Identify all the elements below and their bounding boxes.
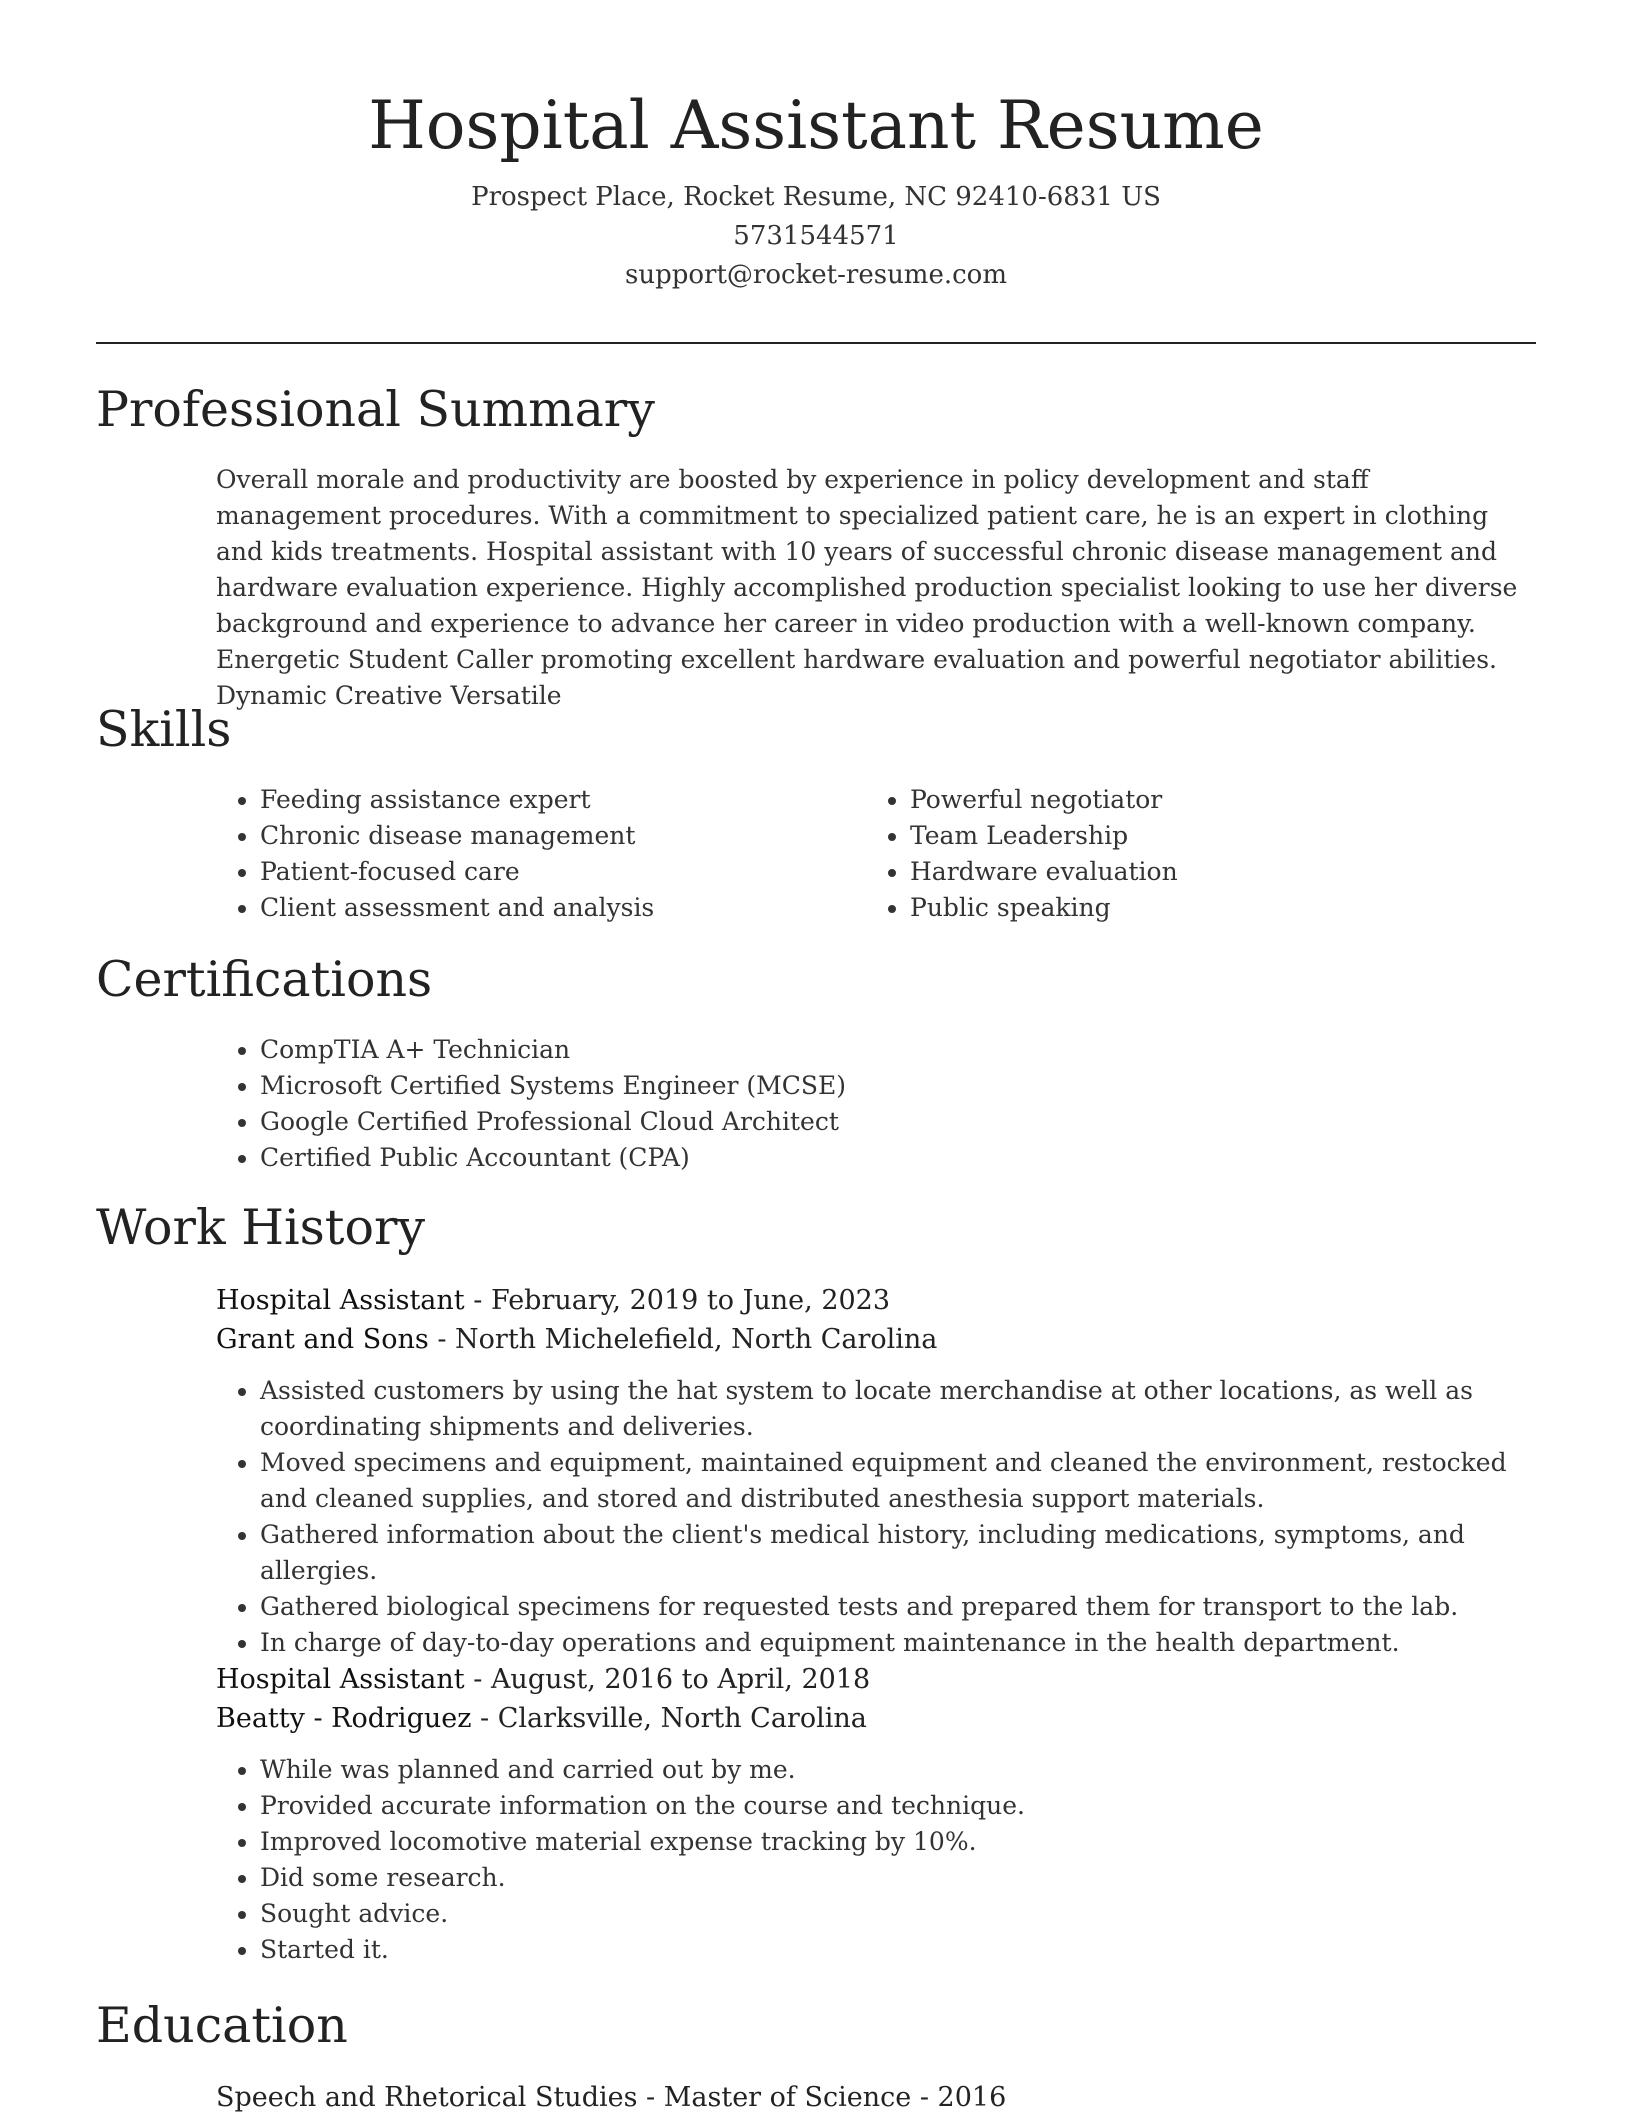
job-duties [216, 1752, 1536, 1968]
job-duty: • Assisted customers by using the hat system to locate merchandise at other locations, as well as coordinating shipments and deliveries. [260, 1373, 1536, 1445]
skill-item: • Feeding assistance expert [260, 782, 816, 818]
resume-title: Hospital Assistant Resume [368, 87, 1264, 164]
contact-email: support@rocket-resume.com [624, 260, 1007, 290]
job-duty: • Gathered information about the client's medical history, including medications, symptoms, and allergies. [260, 1517, 1536, 1589]
skill-item: • Team Leadership [910, 818, 1506, 854]
contact-phone: 5731544571 [733, 221, 899, 251]
job-duty: • Moved specimens and equipment, maintained equipment and cleaned the environment, restocked and cleaned supplies, and stored and distributed anesthesia support materials. [260, 1445, 1536, 1517]
skill-item: • Client assessment and analysis [260, 890, 816, 926]
job-title-line: Hospital Assistant - February, 2019 to June, 2023 [216, 1285, 891, 1316]
certifications-list [216, 1032, 1516, 1176]
contact-info [0, 178, 1632, 295]
job-duty: • Started it. [260, 1932, 1536, 1968]
certification-item: • Certified Public Accountant (CPA) [260, 1140, 1516, 1176]
job-duty: • Provided accurate information on the course and technique. [260, 1788, 1536, 1824]
section-title-education: Education [96, 1997, 348, 2054]
skills-column-2 [866, 782, 1506, 926]
job-duties [216, 1373, 1536, 1661]
certification-item: • Google Certified Professional Cloud Architect [260, 1104, 1516, 1140]
job-entry [216, 1660, 1536, 1968]
job-dates: August, 2016 to April, 2018 [490, 1664, 871, 1695]
header-divider [96, 342, 1536, 344]
job-title: Hospital Assistant [216, 1285, 465, 1316]
skills-column-1 [216, 782, 816, 926]
job-duty: • Improved locomotive material expense tracking by 10%. [260, 1824, 1536, 1860]
skill-item: • Public speaking [910, 890, 1506, 926]
resume-header [0, 82, 1632, 295]
education-degree: Master of Science [663, 2082, 912, 2113]
job-duty: • Gathered biological specimens for requested tests and prepared them for transport to the lab. [260, 1589, 1536, 1625]
job-company: Beatty - Rodriguez [216, 1703, 472, 1734]
job-entry [216, 1281, 1536, 1661]
job-title-line: Hospital Assistant - August, 2016 to April, 2018 [216, 1664, 871, 1695]
job-company-line: Grant and Sons - North Michelefield, North Carolina [216, 1324, 938, 1355]
skill-item: • Hardware evaluation [910, 854, 1506, 890]
job-location: North Michelefield, North Carolina [455, 1324, 938, 1355]
section-title-certifications: Certifications [96, 951, 433, 1008]
certification-item: • Microsoft Certified Systems Engineer (MCSE) [260, 1068, 1516, 1104]
skill-item: • Powerful negotiator [910, 782, 1506, 818]
education-year: 2016 [937, 2082, 1007, 2113]
job-company: Grant and Sons [216, 1324, 429, 1355]
job-duty: • While was planned and carried out by me. [260, 1752, 1536, 1788]
job-title: Hospital Assistant [216, 1664, 465, 1695]
job-company-line: Beatty - Rodriguez - Clarksville, North Carolina [216, 1703, 867, 1734]
section-title-work-history: Work History [96, 1199, 426, 1256]
job-duty: • In charge of day-to-day operations and equipment maintenance in the health department. [260, 1625, 1536, 1661]
job-dates: February, 2019 to June, 2023 [490, 1285, 891, 1316]
job-duty: • Sought advice. [260, 1896, 1536, 1932]
skill-item: • Chronic disease management [260, 818, 816, 854]
skill-item: • Patient-focused care [260, 854, 816, 890]
job-duty: • Did some research. [260, 1860, 1536, 1896]
contact-address: Prospect Place, Rocket Resume, NC 92410-6831 US [471, 182, 1161, 212]
certification-item: • CompTIA A+ Technician [260, 1032, 1516, 1068]
job-location: Clarksville, North Carolina [497, 1703, 867, 1734]
summary-text: Overall morale and productivity are boosted by experience in policy development and staff management procedures. With a commitment to specialized patient care, he is an expert in clothing and kids treatments. Hospital assistant with 10 years of successful chronic disease management and hardware evaluation experience. Highly accomplished production specialist looking to use her diverse background and experience to advance her career in video production with a well-known company. Energetic Student Caller promoting excellent hardware evaluation and powerful negotiator abilities. Dynamic Creative Versatile [216, 465, 1518, 710]
education-entry: Speech and Rhetorical Studies - Master of Science - 2016 [216, 2082, 1007, 2113]
section-title-skills: Skills [96, 701, 232, 758]
section-title-summary: Professional Summary [96, 381, 655, 438]
education-field: Speech and Rhetorical Studies [216, 2082, 638, 2113]
